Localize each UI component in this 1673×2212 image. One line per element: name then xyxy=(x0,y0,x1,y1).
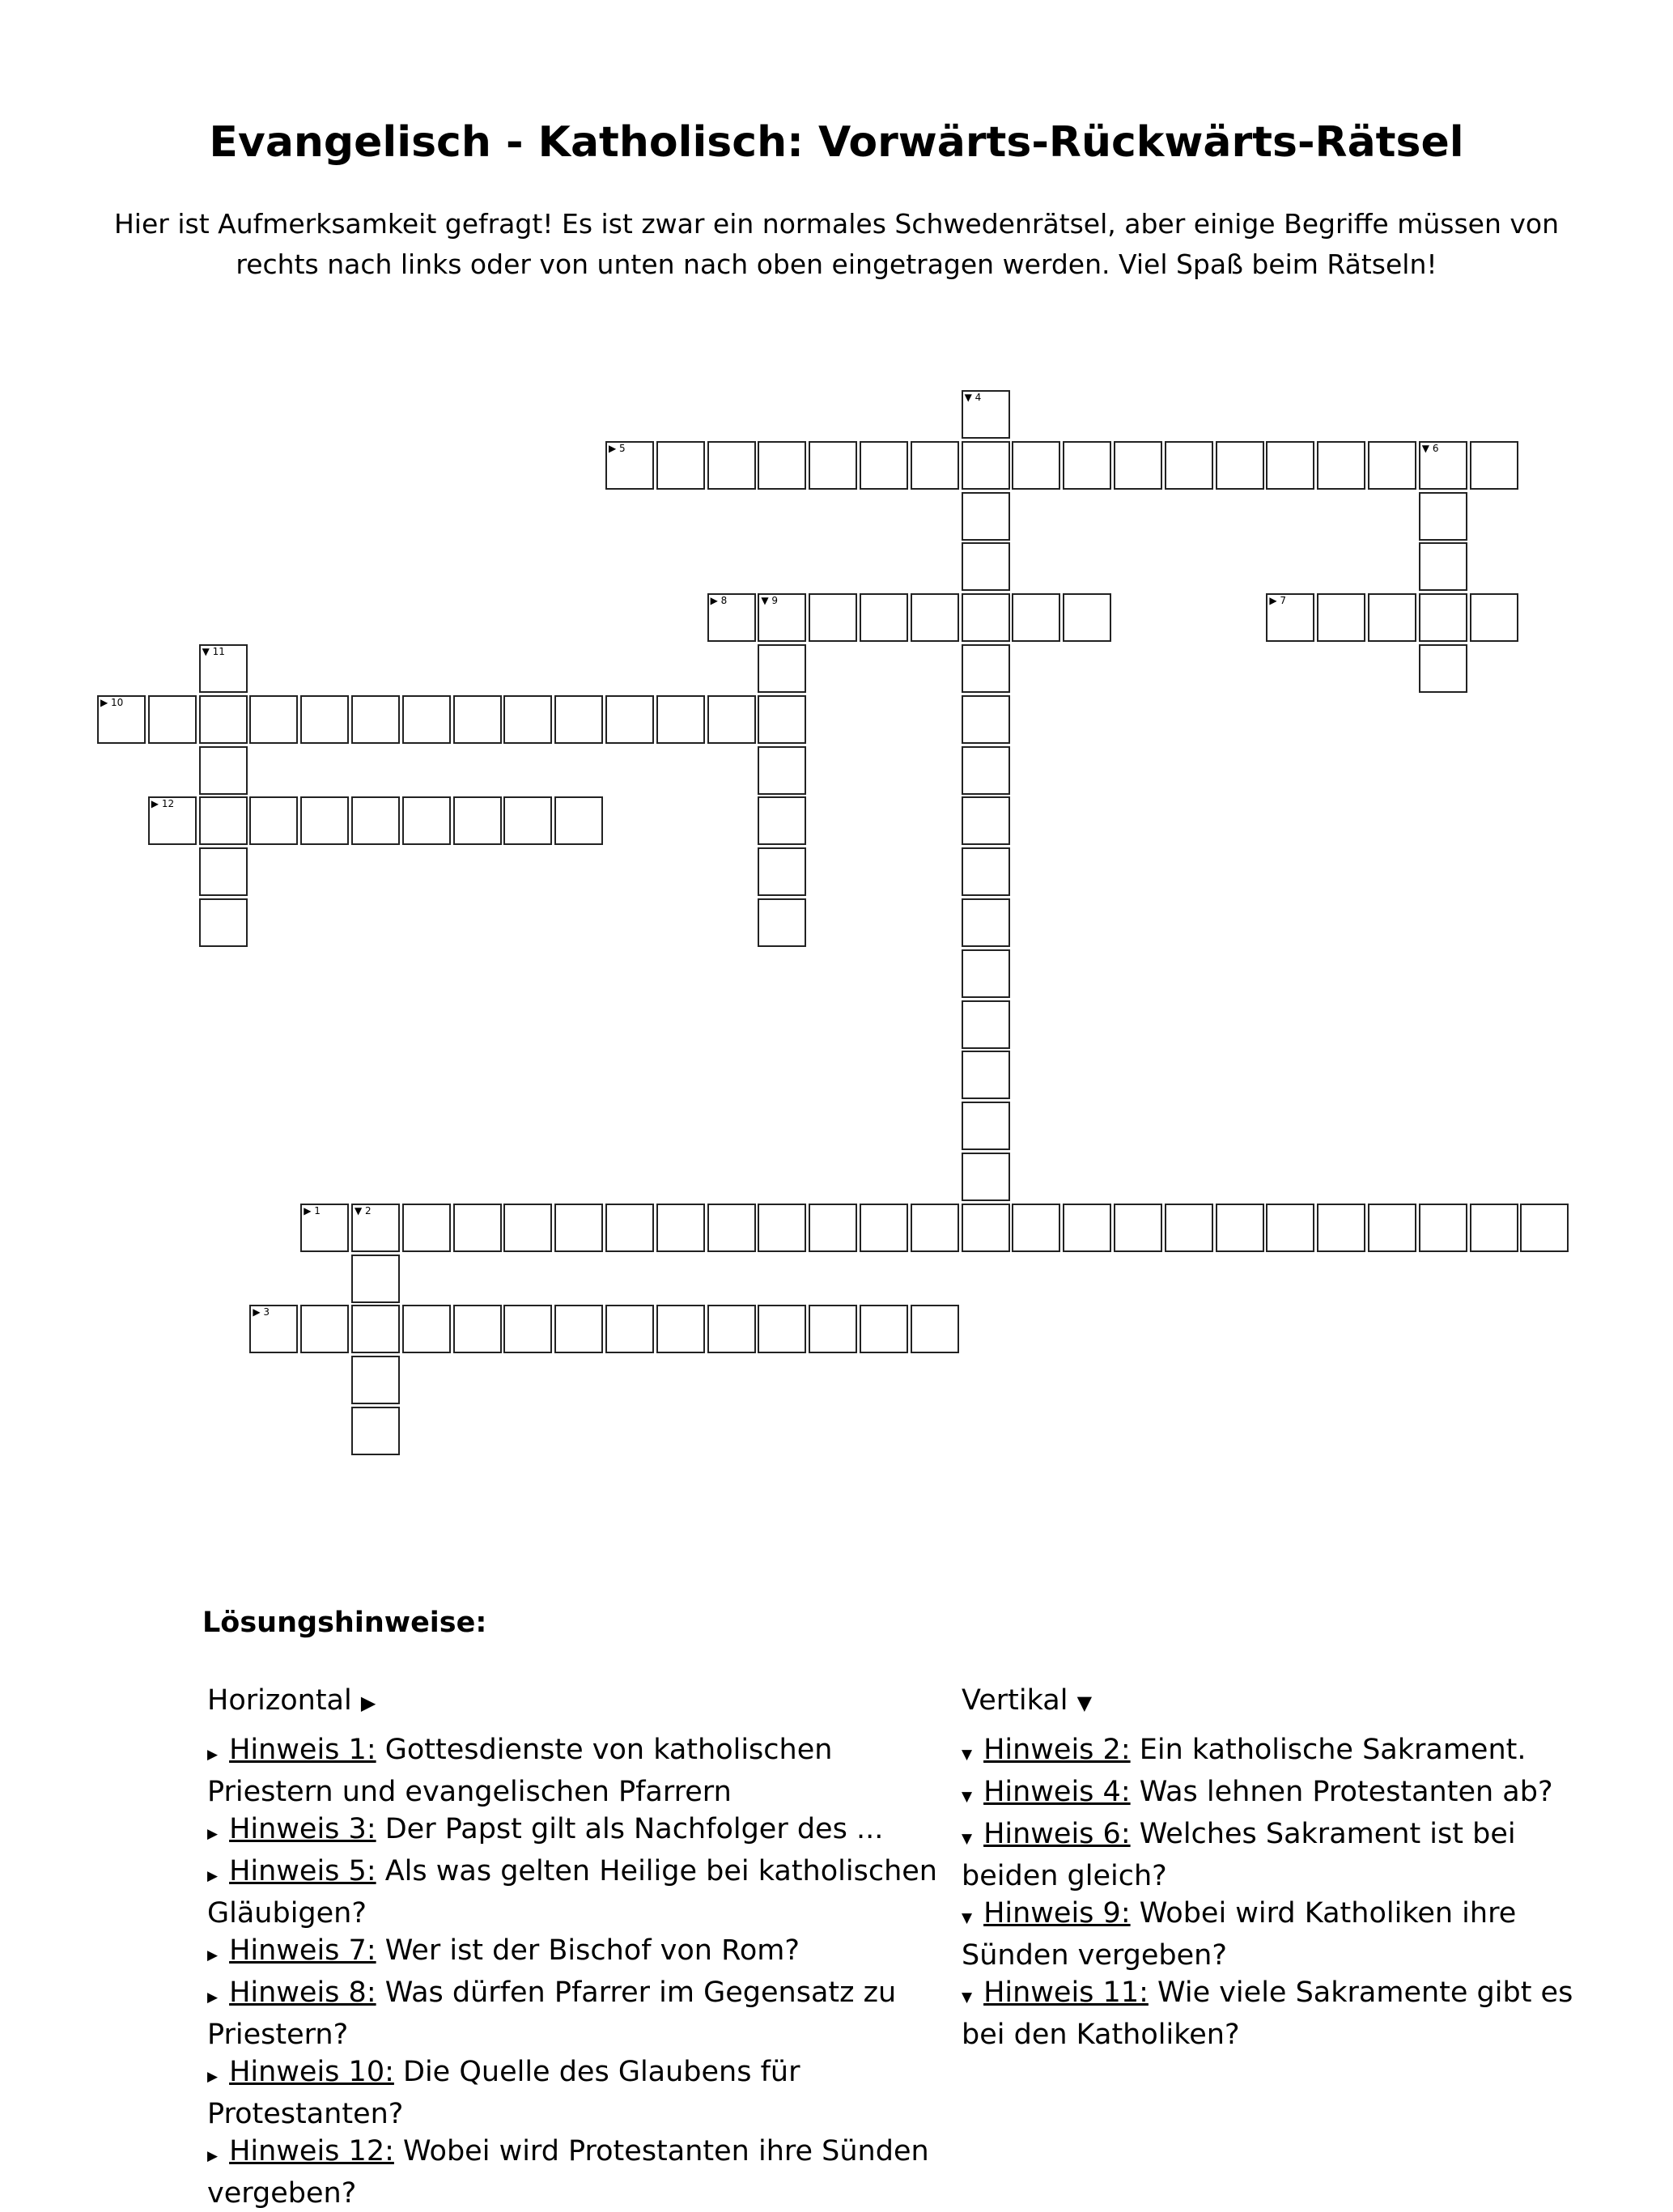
grid-cell[interactable] xyxy=(860,1204,908,1252)
grid-cell[interactable] xyxy=(962,796,1010,845)
horizontal-clue xyxy=(207,1853,952,1932)
vertical-clue xyxy=(962,1731,1593,1773)
clue-text: Gottesdienste von katholischen Priestern und evangelischen Pfarrern xyxy=(207,1734,833,1808)
grid-cell[interactable] xyxy=(402,796,451,845)
vertical-clue xyxy=(962,1773,1593,1815)
clue-text: Die Quelle des Glaubens für Protestanten? xyxy=(207,2056,800,2130)
grid-cell[interactable] xyxy=(453,796,502,845)
clue-hint-label: Hinweis 1: xyxy=(229,1734,376,1766)
grid-cell[interactable] xyxy=(1114,1204,1162,1252)
grid-cell[interactable] xyxy=(300,695,349,744)
grid-cell[interactable] xyxy=(199,898,248,947)
clue-hint-label: Hinweis 12: xyxy=(229,2135,394,2167)
clue-number-11: ▼ 11 xyxy=(202,646,225,657)
grid-cell[interactable] xyxy=(758,644,806,693)
vertical-clues xyxy=(962,1682,1593,2053)
clue-number-2: ▼ 2 xyxy=(355,1204,372,1216)
grid-cell[interactable] xyxy=(351,796,400,845)
grid-cell[interactable] xyxy=(97,695,146,744)
grid-cell[interactable] xyxy=(962,1051,1010,1099)
grid-cell[interactable] xyxy=(554,1305,603,1353)
grid-cell[interactable] xyxy=(656,1305,705,1353)
grid-cell[interactable] xyxy=(1470,441,1518,490)
down-arrow-icon: ▼ xyxy=(1076,1692,1093,1714)
vertical-clue-list xyxy=(962,1731,1593,2053)
grid-cell[interactable] xyxy=(1470,1204,1518,1252)
grid-cell[interactable] xyxy=(1165,1204,1213,1252)
grid-cell[interactable] xyxy=(402,1305,451,1353)
grid-cell[interactable] xyxy=(351,1356,400,1404)
grid-cell[interactable] xyxy=(199,644,248,693)
grid-cell[interactable] xyxy=(300,796,349,845)
grid-cell[interactable] xyxy=(402,695,451,744)
vertical-clue xyxy=(962,1895,1593,1974)
horizontal-clue xyxy=(207,2133,952,2212)
grid-cell[interactable] xyxy=(758,441,806,490)
clue-hint-label: Hinweis 5: xyxy=(229,1855,376,1887)
horizontal-clue xyxy=(207,1974,952,2053)
grid-cell[interactable] xyxy=(199,695,248,744)
grid-cell[interactable] xyxy=(605,1204,654,1252)
clue-hint-label: Hinweis 2: xyxy=(983,1734,1131,1766)
grid-cell[interactable] xyxy=(707,593,756,642)
grid-cell[interactable] xyxy=(1419,492,1467,541)
clue-text: Ein katholische Sakrament. xyxy=(1130,1734,1527,1766)
clue-text: Wobei wird Protestanten ihre Sünden vergeben? xyxy=(207,2135,929,2210)
grid-cell[interactable] xyxy=(707,441,756,490)
grid-cell[interactable] xyxy=(1063,593,1111,642)
clue-hint-label: Hinweis 10: xyxy=(229,2056,394,2088)
grid-cell[interactable] xyxy=(554,796,603,845)
grid-cell[interactable] xyxy=(911,1204,959,1252)
grid-cell[interactable] xyxy=(962,847,1010,896)
vertical-label: Vertikal xyxy=(962,1684,1068,1717)
horizontal-clue xyxy=(207,1932,952,1974)
clue-number-12: ▶ 12 xyxy=(151,798,175,810)
right-triangle-icon: ▶ xyxy=(207,1747,219,1763)
grid-cell[interactable] xyxy=(1368,593,1416,642)
grid-cell[interactable] xyxy=(758,695,806,744)
right-triangle-icon: ▶ xyxy=(207,2148,219,2164)
grid-cell[interactable] xyxy=(1266,441,1314,490)
grid-cell[interactable] xyxy=(1368,1204,1416,1252)
grid-cell[interactable] xyxy=(1063,1204,1111,1252)
grid-cell[interactable] xyxy=(1216,1204,1264,1252)
grid-cell[interactable] xyxy=(1470,593,1518,642)
grid-cell[interactable] xyxy=(148,695,197,744)
grid-cell[interactable] xyxy=(1216,441,1264,490)
grid-cell[interactable] xyxy=(962,746,1010,795)
grid-cell[interactable] xyxy=(1419,644,1467,693)
grid-cell[interactable] xyxy=(656,441,705,490)
grid-cell[interactable] xyxy=(503,796,552,845)
grid-cell[interactable] xyxy=(656,1204,705,1252)
clue-number-10: ▶ 10 xyxy=(100,696,124,708)
grid-cell[interactable] xyxy=(962,1102,1010,1150)
grid-cell[interactable] xyxy=(962,695,1010,744)
grid-cell[interactable] xyxy=(351,1305,400,1353)
grid-cell[interactable] xyxy=(1368,441,1416,490)
grid-cell[interactable] xyxy=(962,593,1010,642)
grid-cell[interactable] xyxy=(809,441,857,490)
grid-cell[interactable] xyxy=(1063,441,1111,490)
grid-cell[interactable] xyxy=(962,898,1010,947)
grid-cell[interactable] xyxy=(300,1204,349,1252)
grid-cell[interactable] xyxy=(1012,1204,1060,1252)
grid-cell[interactable] xyxy=(351,1204,400,1252)
grid-cell[interactable] xyxy=(199,847,248,896)
clue-number-6: ▼ 6 xyxy=(1421,442,1439,454)
down-triangle-icon: ▼ xyxy=(962,1789,973,1805)
clue-number-1: ▶ 1 xyxy=(304,1204,321,1216)
grid-cell[interactable] xyxy=(503,1305,552,1353)
clue-hint-label: Hinweis 7: xyxy=(229,1934,376,1967)
grid-cell[interactable] xyxy=(453,1305,502,1353)
clue-text: Was dürfen Pfarrer im Gegensatz zu Priestern? xyxy=(207,1976,897,2051)
grid-cell[interactable] xyxy=(453,695,502,744)
horizontal-heading xyxy=(207,1682,952,1722)
grid-cell[interactable] xyxy=(605,1305,654,1353)
grid-cell[interactable] xyxy=(962,492,1010,541)
horizontal-clue xyxy=(207,2053,952,2133)
grid-cell[interactable] xyxy=(1520,1204,1569,1252)
grid-cell[interactable] xyxy=(809,1204,857,1252)
grid-cell[interactable] xyxy=(199,746,248,795)
grid-cell[interactable] xyxy=(351,695,400,744)
grid-cell[interactable] xyxy=(860,441,908,490)
grid-cell[interactable] xyxy=(1012,441,1060,490)
grid-cell[interactable] xyxy=(1419,441,1467,490)
grid-cell[interactable] xyxy=(1317,1204,1365,1252)
clue-hint-label: Hinweis 3: xyxy=(229,1813,376,1845)
grid-cell[interactable] xyxy=(758,1204,806,1252)
grid-cell[interactable] xyxy=(962,542,1010,591)
grid-cell[interactable] xyxy=(809,593,857,642)
grid-cell[interactable] xyxy=(911,1305,959,1353)
grid-cell[interactable] xyxy=(962,390,1010,439)
grid-cell[interactable] xyxy=(758,746,806,795)
clue-hint-label: Hinweis 9: xyxy=(983,1897,1131,1930)
grid-cell[interactable] xyxy=(707,1204,756,1252)
grid-cell[interactable] xyxy=(605,695,654,744)
grid-cell[interactable] xyxy=(554,695,603,744)
vertical-clue xyxy=(962,1974,1593,2053)
clue-number-7: ▶ 7 xyxy=(1269,595,1287,607)
clue-text: Wie viele Sakramente gibt es bei den Katholiken? xyxy=(962,1976,1573,2051)
grid-cell[interactable] xyxy=(1165,441,1213,490)
clue-hint-label: Hinweis 8: xyxy=(229,1976,376,2009)
grid-cell[interactable] xyxy=(962,1153,1010,1201)
clue-text: Welches Sakrament ist bei beiden gleich? xyxy=(962,1818,1516,1892)
grid-cell[interactable] xyxy=(351,1407,400,1455)
down-triangle-icon: ▼ xyxy=(962,1831,973,1847)
horizontal-clue xyxy=(207,1731,952,1811)
grid-cell[interactable] xyxy=(605,441,654,490)
grid-cell[interactable] xyxy=(911,441,959,490)
horizontal-clue-list xyxy=(207,1731,952,2212)
grid-cell[interactable] xyxy=(1419,542,1467,591)
grid-cell[interactable] xyxy=(962,441,1010,490)
grid-cell[interactable] xyxy=(758,593,806,642)
grid-cell[interactable] xyxy=(453,1204,502,1252)
grid-cell[interactable] xyxy=(300,1305,349,1353)
right-triangle-icon: ▶ xyxy=(207,1947,219,1964)
page-title: Evangelisch - Katholisch: Vorwärts-Rückwärts-Rätsel xyxy=(209,118,1464,167)
grid-cell[interactable] xyxy=(199,796,248,845)
grid-cell[interactable] xyxy=(758,847,806,896)
clue-number-5: ▶ 5 xyxy=(609,442,626,454)
clue-hint-label: Hinweis 4: xyxy=(983,1776,1131,1808)
right-triangle-icon: ▶ xyxy=(207,2069,219,2085)
clue-number-9: ▼ 9 xyxy=(761,595,779,607)
right-arrow-icon: ▶ xyxy=(360,1692,376,1714)
grid-cell[interactable] xyxy=(554,1204,603,1252)
clue-text: Wobei wird Katholiken ihre Sünden vergeben? xyxy=(962,1897,1517,1972)
horizontal-clues xyxy=(207,1682,952,2212)
grid-cell[interactable] xyxy=(1419,593,1467,642)
grid-cell[interactable] xyxy=(1266,1204,1314,1252)
grid-cell[interactable] xyxy=(1114,441,1162,490)
clue-text: Der Papst gilt als Nachfolger des ... xyxy=(376,1813,884,1845)
grid-cell[interactable] xyxy=(758,796,806,845)
down-triangle-icon: ▼ xyxy=(962,1747,973,1763)
grid-cell[interactable] xyxy=(1317,593,1365,642)
down-triangle-icon: ▼ xyxy=(962,1989,973,2006)
grid-cell[interactable] xyxy=(351,1255,400,1303)
grid-cell[interactable] xyxy=(503,1204,552,1252)
horizontal-clue xyxy=(207,1811,952,1853)
grid-cell[interactable] xyxy=(249,796,298,845)
grid-cell[interactable] xyxy=(962,1000,1010,1049)
grid-cell[interactable] xyxy=(1419,1204,1467,1252)
grid-cell[interactable] xyxy=(1317,441,1365,490)
clue-text: Was lehnen Protestanten ab? xyxy=(1130,1776,1553,1808)
solution-heading: Lösungshinweise: xyxy=(202,1607,487,1639)
grid-cell[interactable] xyxy=(707,695,756,744)
grid-cell[interactable] xyxy=(656,695,705,744)
grid-cell[interactable] xyxy=(249,1305,298,1353)
grid-cell[interactable] xyxy=(962,644,1010,693)
horizontal-label: Horizontal xyxy=(207,1684,352,1717)
grid-cell[interactable] xyxy=(860,593,908,642)
clue-number-8: ▶ 8 xyxy=(710,595,728,607)
intro-text: Hier ist Aufmerksamkeit gefragt! Es ist zwar ein normales Schwedenrätsel, aber einige Begriffe müssen von rechts nach links oder von unten nach oben eingetragen werden. Viel Spaß beim Rätseln! xyxy=(113,208,1560,280)
clue-text: Wer ist der Bischof von Rom? xyxy=(376,1934,800,1967)
right-triangle-icon: ▶ xyxy=(207,1868,219,1884)
grid-cell[interactable] xyxy=(1266,593,1314,642)
vertical-clue xyxy=(962,1815,1593,1895)
grid-cell[interactable] xyxy=(911,593,959,642)
grid-cell[interactable] xyxy=(962,1204,1010,1252)
grid-cell[interactable] xyxy=(249,695,298,744)
grid-cell[interactable] xyxy=(860,1305,908,1353)
clue-hint-label: Hinweis 6: xyxy=(983,1818,1131,1850)
down-triangle-icon: ▼ xyxy=(962,1910,973,1926)
clue-hint-label: Hinweis 11: xyxy=(983,1976,1149,2009)
vertical-heading xyxy=(962,1682,1593,1722)
grid-cell[interactable] xyxy=(148,796,197,845)
grid-cell[interactable] xyxy=(707,1305,756,1353)
grid-cell[interactable] xyxy=(402,1204,451,1252)
clue-text: Als was gelten Heilige bei katholischen Gläubigen? xyxy=(207,1855,937,1930)
grid-cell[interactable] xyxy=(758,898,806,947)
grid-cell[interactable] xyxy=(962,949,1010,998)
grid-cell[interactable] xyxy=(503,695,552,744)
clue-number-4: ▼ 4 xyxy=(964,392,982,403)
right-triangle-icon: ▶ xyxy=(207,1989,219,2006)
grid-cell[interactable] xyxy=(758,1305,806,1353)
clue-number-3: ▶ 3 xyxy=(253,1306,270,1318)
right-triangle-icon: ▶ xyxy=(207,1826,219,1842)
grid-cell[interactable] xyxy=(809,1305,857,1353)
grid-cell[interactable] xyxy=(1012,593,1060,642)
